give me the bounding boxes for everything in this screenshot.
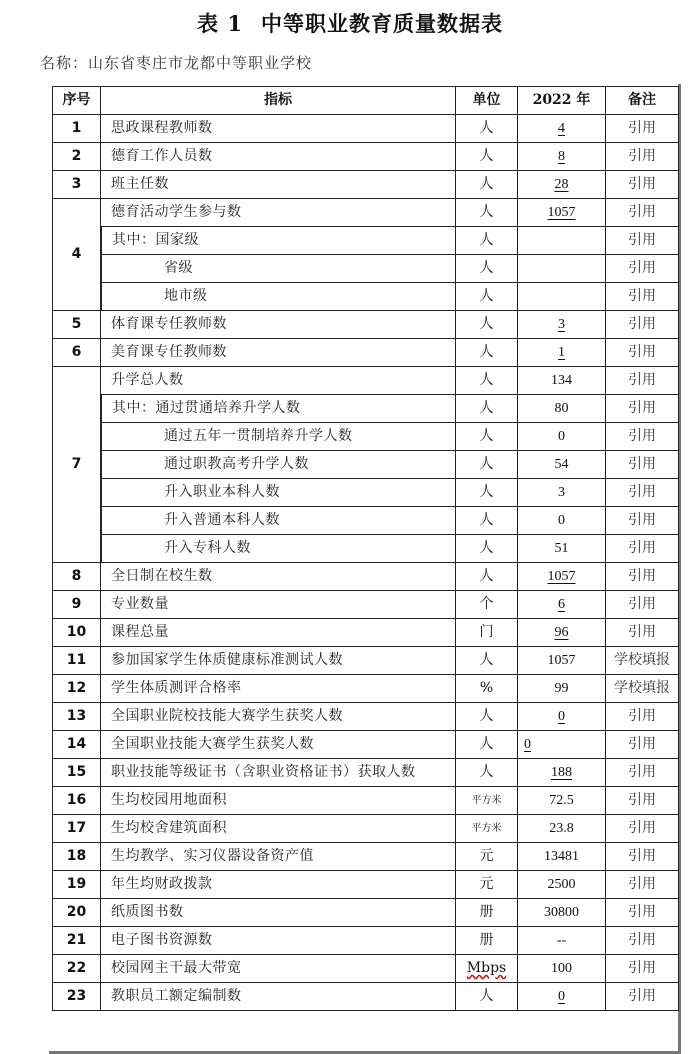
row-value: 1 [518, 339, 606, 367]
row-value: 0 [518, 703, 606, 731]
row-note: 引用 [606, 871, 679, 899]
header-unit: 单位 [456, 86, 518, 115]
row-unit: 人 [456, 227, 518, 255]
row-value: 96 [518, 619, 606, 647]
table-row [52, 367, 679, 395]
row-seq: 17 [52, 815, 101, 843]
row-value: 72.5 [518, 787, 606, 815]
row-indicator: 地市级 [101, 283, 456, 311]
row-unit: 人 [456, 311, 518, 339]
table-row [52, 787, 679, 815]
row-value: 0 [518, 731, 606, 759]
row-note: 引用 [606, 619, 679, 647]
row-seq: 19 [52, 871, 101, 899]
table-row [52, 451, 679, 479]
row-indicator: 电子图书资源数 [101, 927, 456, 955]
table-row [52, 899, 679, 927]
row-value: 0 [518, 423, 606, 451]
table-row [52, 563, 679, 591]
table-row [52, 283, 679, 311]
row-seq: 5 [52, 311, 101, 339]
row-seq: 16 [52, 787, 101, 815]
row-unit: 人 [456, 423, 518, 451]
row-note: 引用 [606, 395, 679, 423]
row-note: 引用 [606, 339, 679, 367]
row-indicator: 通过职教高考升学人数 [101, 451, 456, 479]
table-title [0, 8, 700, 38]
table-row [52, 591, 679, 619]
row-indicator: 通过五年一贯制培养升学人数 [101, 423, 456, 451]
table-row [52, 227, 679, 255]
table-row [52, 255, 679, 283]
row-seq: 22 [52, 955, 101, 983]
table-row [52, 535, 679, 563]
row-indicator: 体育课专任教师数 [101, 311, 456, 339]
row-value: 99 [518, 675, 606, 703]
row-indicator: 升入职业本科人数 [101, 479, 456, 507]
table-row [52, 731, 679, 759]
row-value: 100 [518, 955, 606, 983]
row-seq: 15 [52, 759, 101, 787]
row-unit: 元 [456, 843, 518, 871]
row-seq: 12 [52, 675, 101, 703]
table-row [52, 927, 679, 955]
table-row [52, 143, 679, 171]
row-indicator: 美育课专任教师数 [101, 339, 456, 367]
row-indicator: 纸质图书数 [101, 899, 456, 927]
row-indicator: 其中：通过贯通培养升学人数 [101, 395, 456, 423]
row-unit: 人 [456, 171, 518, 199]
row-indicator: 生均教学、实习仪器设备资产值 [101, 843, 456, 871]
row-note: 引用 [606, 311, 679, 339]
table-row [52, 983, 679, 1011]
row-unit: 人 [456, 283, 518, 311]
row-seq: 10 [52, 619, 101, 647]
row-unit: 人 [456, 563, 518, 591]
row-note: 引用 [606, 535, 679, 563]
row-note: 引用 [606, 815, 679, 843]
row-seq: 1 [52, 115, 101, 143]
row-note: 引用 [606, 115, 679, 143]
row-value: 0 [518, 983, 606, 1011]
header-note: 备注 [606, 86, 679, 115]
row-note: 学校填报 [606, 675, 679, 703]
table-row [52, 619, 679, 647]
header-indicator: 指标 [101, 86, 456, 115]
table-row [52, 955, 679, 983]
table-number: 表 1 [197, 11, 243, 36]
row-indicator: 其中：国家级 [101, 227, 456, 255]
row-note: 引用 [606, 899, 679, 927]
row-value: -- [518, 927, 606, 955]
row-unit: 人 [456, 451, 518, 479]
row-unit: 人 [456, 759, 518, 787]
row-indicator: 生均校舍建筑面积 [101, 815, 456, 843]
row-unit: 门 [456, 619, 518, 647]
row-indicator: 全日制在校生数 [101, 563, 456, 591]
row-unit: 人 [456, 647, 518, 675]
row-value: 51 [518, 535, 606, 563]
row-indicator: 教职员工额定编制数 [101, 983, 456, 1011]
table-row [52, 395, 679, 423]
table-row [52, 703, 679, 731]
row-indicator: 省级 [101, 255, 456, 283]
table-row [52, 423, 679, 451]
row-unit: 个 [456, 591, 518, 619]
table-row [52, 675, 679, 703]
table-row [52, 311, 679, 339]
row-indicator: 学生体质测评合格率 [101, 675, 456, 703]
row-seq: 20 [52, 899, 101, 927]
row-value: 6 [518, 591, 606, 619]
row-value: 13481 [518, 843, 606, 871]
table-row [52, 759, 679, 787]
row-note: 引用 [606, 955, 679, 983]
row-unit: 人 [456, 703, 518, 731]
row-seq: 6 [52, 339, 101, 367]
table-row [52, 871, 679, 899]
row-seq: 14 [52, 731, 101, 759]
row-unit: 册 [456, 927, 518, 955]
row-unit: 册 [456, 899, 518, 927]
row-seq: 9 [52, 591, 101, 619]
row-note: 引用 [606, 367, 679, 395]
row-note: 引用 [606, 199, 679, 227]
row-unit: 人 [456, 115, 518, 143]
row-indicator: 职业技能等级证书（含职业资格证书）获取人数 [101, 759, 456, 787]
header-seq: 序号 [52, 86, 101, 115]
row-note: 引用 [606, 927, 679, 955]
row-value: 4 [518, 115, 606, 143]
table-row [52, 199, 679, 227]
row-seq: 7 [52, 367, 101, 563]
row-value: 1057 [518, 199, 606, 227]
row-value: 1057 [518, 563, 606, 591]
row-unit: 平方米 [456, 815, 518, 843]
row-unit: % [456, 675, 518, 703]
row-seq: 3 [52, 171, 101, 199]
row-unit: 人 [456, 479, 518, 507]
row-value: 54 [518, 451, 606, 479]
row-value: 23.8 [518, 815, 606, 843]
row-value: 3 [518, 311, 606, 339]
table-row [52, 647, 679, 675]
row-note: 引用 [606, 731, 679, 759]
row-indicator: 思政课程教师数 [101, 115, 456, 143]
table-row [52, 339, 679, 367]
row-note: 学校填报 [606, 647, 679, 675]
row-indicator: 年生均财政拨款 [101, 871, 456, 899]
row-note: 引用 [606, 787, 679, 815]
row-value: 2500 [518, 871, 606, 899]
row-unit: 人 [456, 395, 518, 423]
row-seq: 4 [52, 199, 101, 311]
row-unit: 人 [456, 983, 518, 1011]
row-note: 引用 [606, 423, 679, 451]
row-unit: 元 [456, 871, 518, 899]
row-indicator: 德育活动学生参与数 [101, 199, 456, 227]
row-note: 引用 [606, 227, 679, 255]
row-indicator: 专业数量 [101, 591, 456, 619]
table-row [52, 843, 679, 871]
row-value: 30800 [518, 899, 606, 927]
row-note: 引用 [606, 703, 679, 731]
row-indicator: 升学总人数 [101, 367, 456, 395]
table-row [52, 479, 679, 507]
row-note: 引用 [606, 591, 679, 619]
table-row [52, 171, 679, 199]
row-value: 28 [518, 171, 606, 199]
row-seq: 18 [52, 843, 101, 871]
row-indicator: 校园网主干最大带宽 [101, 955, 456, 983]
row-note: 引用 [606, 983, 679, 1011]
row-value [518, 283, 606, 311]
row-indicator: 德育工作人员数 [101, 143, 456, 171]
row-note: 引用 [606, 843, 679, 871]
header-row [52, 86, 679, 115]
row-note: 引用 [606, 283, 679, 311]
row-seq: 11 [52, 647, 101, 675]
row-value [518, 227, 606, 255]
row-unit: Mbps [456, 955, 518, 983]
row-unit: 人 [456, 199, 518, 227]
table-row [52, 815, 679, 843]
row-value [518, 255, 606, 283]
row-value: 188 [518, 759, 606, 787]
row-note: 引用 [606, 255, 679, 283]
table-row [52, 115, 679, 143]
row-indicator: 升入普通本科人数 [101, 507, 456, 535]
row-unit: 人 [456, 143, 518, 171]
row-note: 引用 [606, 759, 679, 787]
row-indicator: 全国职业技能大赛学生获奖人数 [101, 731, 456, 759]
row-seq: 2 [52, 143, 101, 171]
row-indicator: 全国职业院校技能大赛学生获奖人数 [101, 703, 456, 731]
header-year: 2022 年 [518, 86, 606, 115]
row-value: 3 [518, 479, 606, 507]
row-seq: 13 [52, 703, 101, 731]
row-unit: 人 [456, 367, 518, 395]
table-title-text: 中等职业教育质量数据表 [260, 11, 503, 36]
row-indicator: 生均校园用地面积 [101, 787, 456, 815]
row-note: 引用 [606, 479, 679, 507]
row-unit: 人 [456, 255, 518, 283]
row-indicator: 课程总量 [101, 619, 456, 647]
row-unit: 平方米 [456, 787, 518, 815]
row-seq: 8 [52, 563, 101, 591]
row-unit: 人 [456, 731, 518, 759]
row-seq: 21 [52, 927, 101, 955]
row-indicator: 参加国家学生体质健康标准测试人数 [101, 647, 456, 675]
row-note: 引用 [606, 451, 679, 479]
row-value: 80 [518, 395, 606, 423]
row-seq: 23 [52, 983, 101, 1011]
row-unit: 人 [456, 339, 518, 367]
row-note: 引用 [606, 143, 679, 171]
quality-data-table [52, 86, 679, 1011]
row-indicator: 班主任数 [101, 171, 456, 199]
row-note: 引用 [606, 563, 679, 591]
table-row [52, 507, 679, 535]
row-indicator: 升入专科人数 [101, 535, 456, 563]
row-note: 引用 [606, 171, 679, 199]
row-value: 8 [518, 143, 606, 171]
row-value: 0 [518, 507, 606, 535]
row-unit: 人 [456, 507, 518, 535]
row-value: 1057 [518, 647, 606, 675]
school-name: 名称：山东省枣庄市龙都中等职业学校 [40, 54, 313, 72]
row-unit: 人 [456, 535, 518, 563]
row-value: 134 [518, 367, 606, 395]
row-note: 引用 [606, 507, 679, 535]
